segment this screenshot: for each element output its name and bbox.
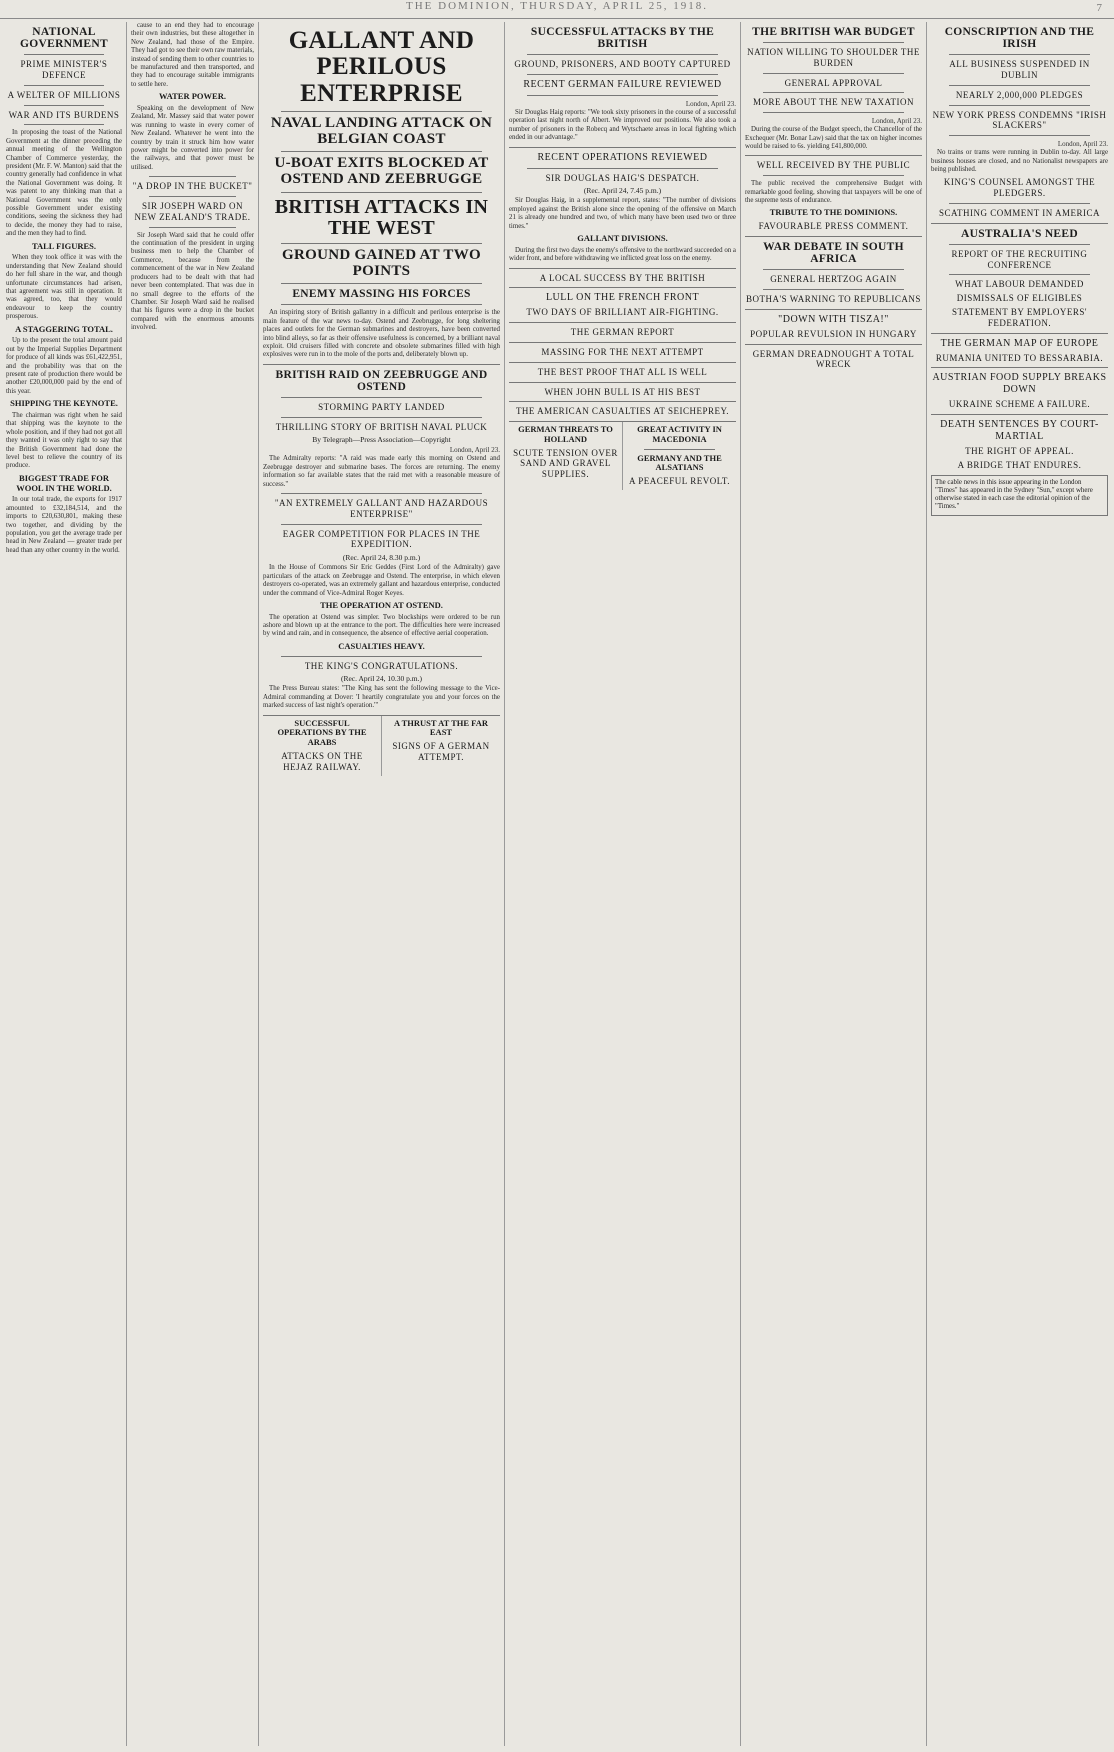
arabs-article — [263, 716, 381, 776]
rule — [281, 493, 482, 494]
rule — [263, 364, 500, 365]
subhead-joseph-ward: SIR JOSEPH WARD ON NEW ZEALAND'S TRADE. — [134, 201, 251, 222]
subhead-hertzog: GENERAL HERTZOG AGAIN — [770, 274, 897, 285]
subhead-new-taxation: MORE ABOUT THE NEW TAXATION — [752, 97, 915, 108]
rule — [949, 244, 1090, 245]
article-paragraph: The Admiralty reports: "A raid was made early this morning on Ostend and Zeebrugge destroyer and submarine bases. The forces are returning. The enemy information so far available states that the raid met with a reasonable measure of success." — [263, 455, 500, 488]
section-water-power: WATER POWER. — [159, 91, 226, 102]
subhead-irish-slackers: NEW YORK PRESS CONDEMNS "IRISH SLACKERS" — [932, 109, 1107, 131]
subhead-business-suspended: ALL BUSINESS SUSPENDED IN DUBLIN — [949, 59, 1090, 80]
far-east-article — [381, 716, 500, 776]
rule — [931, 333, 1108, 334]
headline-naval-landing: NAVAL LANDING ATTACK ON BELGIAN COAST — [270, 114, 493, 147]
headline-best-proof: THE BEST PROOF THAT ALL IS WELL — [537, 366, 708, 377]
headline-thrust-far-east: A THRUST AT THE FAR EAST — [393, 717, 488, 738]
subhead-nation-willing: NATION WILLING TO SHOULDER THE BURDEN — [747, 47, 920, 68]
subhead-eager-competition: EAGER COMPETITION FOR PLACES IN THE EXPEDITION. — [282, 528, 481, 550]
headline-war-budget: THE BRITISH WAR BUDGET — [752, 26, 915, 38]
rule — [763, 42, 904, 43]
headline-extremely-gallant: "AN EXTREMELY GALLANT AND HAZARDOUS ENTERPRISE" — [274, 498, 489, 519]
rule — [527, 74, 718, 75]
rule — [509, 322, 736, 323]
article-paragraph: cause to an end they had to encourage their own industries, but these altogether in New Zealand, had those of the Empire. They had got to see their own raw materials, instead of sending them to other countries to be manufactured and then transported, and they had to encourage suitable immigrants to settle here. — [131, 22, 254, 88]
column-conscription — [926, 22, 1112, 1746]
rule — [763, 289, 904, 290]
headline-australias-need: AUSTRALIA'S NEED — [961, 227, 1078, 240]
subhead-right-of-appeal: THE RIGHT OF APPEAL. — [965, 446, 1074, 457]
rule — [509, 362, 736, 363]
lead-paragraph: An inspiring story of British gallantry in a difficult and perilous enterprise is the main feature of the war news to-day. Ostend and Zeebrugge, for long sheltering places and outlets for the German submarines and destroyers, have been converted into blind alleys, so far as their offensive usefulness is concerned, by a brilliant naval exploit. Old cruisers filled with concrete and obsolete submarines filled with high explosives were run in to the mole of the ports and, deliberately blown up. — [263, 309, 500, 359]
rule — [281, 304, 482, 305]
subhead-air-fighting: TWO DAYS OF BRILLIANT AIR-FIGHTING. — [526, 307, 719, 318]
section-staggering-total: A STAGGERING TOTAL. — [15, 323, 113, 334]
section-operation-ostend: THE OPERATION AT OSTEND. — [320, 599, 443, 610]
received-time: (Rec. April 24, 8.30 p.m.) — [342, 553, 421, 563]
press-credit: By Telegraph—Press Association—Copyright — [312, 435, 451, 445]
rule — [949, 54, 1090, 55]
article-paragraph: Sir Douglas Haig, in a supplemental report, states: "The number of divisions employed against the British alone since the opening of the offensive on March 21 is already one hundred and two, of which many have been used two or three times." — [509, 197, 736, 230]
rule — [281, 151, 482, 152]
headline-dreadnought-wreck: GERMAN DREADNOUGHT A TOTAL WRECK — [752, 348, 915, 370]
rule — [149, 227, 236, 228]
rule — [24, 105, 104, 106]
rule — [281, 111, 482, 112]
rule — [644, 449, 715, 450]
subhead-employers-federation: STATEMENT BY EMPLOYERS' FEDERATION. — [952, 306, 1087, 328]
dateline: London, April 23. — [685, 99, 736, 108]
column-lead-story — [258, 22, 504, 1746]
subhead-dismissals: DISMISSALS OF ELIGIBLES — [956, 293, 1083, 304]
rule — [281, 656, 482, 657]
subhead-ground-prisoners: GROUND, PRISONERS, AND BOOTY CAPTURED — [514, 59, 731, 70]
rule — [949, 85, 1090, 86]
headline-american-casualties: THE AMERICAN CASUALTIES AT SEICHEPREY. — [515, 406, 730, 417]
received-time: (Rec. April 24, 10.30 p.m.) — [340, 674, 423, 684]
headline-german-threats: GERMAN THREATS TO HOLLAND — [518, 424, 613, 444]
dateline: London, April 23. — [449, 446, 500, 455]
subhead-welter: A WELTER OF MILLIONS — [7, 89, 121, 100]
headline-bridge: A BRIDGE THAT ENDURES. — [957, 459, 1082, 470]
rule — [509, 147, 736, 148]
rule — [745, 236, 922, 237]
rule — [763, 269, 904, 270]
headline-favourable-press: FAVOURABLE PRESS COMMENT. — [758, 221, 909, 232]
dateline: London, April 23. — [1057, 140, 1108, 149]
headline-death-sentences: DEATH SENTENCES BY COURT-MARTIAL — [940, 419, 1099, 443]
headline-austrian-food: AUSTRIAN FOOD SUPPLY BREAKS DOWN — [932, 372, 1107, 396]
article-paragraph: Up to the present the total amount paid out by the Imperial Supplies Department for produce of all kinds was £61,422,951, and the probability was that on the present rate of production there would be another £20,000,000 paid by the end of this year. — [6, 337, 122, 395]
headline-well-received: WELL RECEIVED BY THE PUBLIC — [756, 160, 911, 171]
subhead-kings-counsel: KING'S COUNSEL AMONGST THE PLEDGERS. — [943, 177, 1096, 199]
headline-local-success: A LOCAL SUCCESS BY THE BRITISH — [539, 272, 706, 283]
article-paragraph: In the House of Commons Sir Eric Geddes (First Lord of the Admiralty) gave particulars of the attack on Zeebrugge and Ostend. The enterprise, in which eleven destroyers co-operated, was an extremely gallant and hazardous enterprise, conducted under the command of Vice-Admiral Roger Keyes. — [263, 564, 500, 597]
rule — [509, 401, 736, 402]
section-shipping: SHIPPING THE KEYNOTE. — [10, 398, 118, 409]
rule — [763, 112, 904, 113]
page-number: 7 — [1096, 2, 1102, 14]
headline-successful-operations: SUCCESSFUL OPERATIONS BY THE ARABS — [277, 717, 367, 748]
section-tribute: TRIBUTE TO THE DOMINIONS. — [769, 207, 898, 218]
subhead-haig-despatch: SIR DOUGLAS HAIG'S DESPATCH. — [545, 172, 700, 183]
subhead-pledges: NEARLY 2,000,000 PLEDGES — [955, 89, 1084, 100]
subhead-sand-gravel: SCUTE TENSION OVER SAND AND GRAVEL SUPPLIES. — [513, 447, 618, 480]
article-paragraph: During the course of the Budget speech, the Chancellor of the Exchequer (Mr. Bonar Law) said that the tax on higher incomes would be raised to 6s. yielding £41,800,000. — [745, 126, 922, 151]
rule — [745, 344, 922, 345]
rule — [949, 105, 1090, 106]
article-paragraph: The operation at Ostend was simpler. Two blockships were ordered to be run ashore and blown up at the entrance to the port. The difficulties here were increased by wind and rain, and in consequence, the absence of effective aerial cooperation. — [263, 613, 500, 638]
article-paragraph: The chairman was right when he said that shipping was the keynote to the whole position, and if they had not got all they wanted it was only right to say that the British Government had done the level best to relieve the country of its produce. — [6, 411, 122, 470]
received-time: (Rec. April 24, 7.45 p.m.) — [583, 186, 662, 196]
bottom-split — [509, 421, 736, 490]
rule — [931, 414, 1108, 415]
rule — [509, 342, 736, 343]
rule — [149, 176, 236, 177]
headline-recent-operations: RECENT OPERATIONS REVIEWED — [537, 151, 708, 163]
section-biggest-trade: BIGGEST TRADE FOR WOOL IN THE WORLD. — [16, 472, 112, 493]
headline-kings-congratulations: THE KING'S CONGRATULATIONS. — [304, 660, 459, 671]
rule — [24, 54, 104, 55]
headline-massing: MASSING FOR THE NEXT ATTEMPT — [541, 346, 704, 357]
article-paragraph: During the first two days the enemy's offensive to the northward succeeded on a wider front, and before withdrawing we inflicted great loss on the enemy. — [509, 246, 736, 263]
rule — [24, 124, 104, 125]
cable-news-note: The cable news in this issue appearing in the London "Times" has appeared in the Sydney "Sun," except where otherwise stated in each case the editorial opinion of the "Times." — [931, 475, 1108, 516]
subhead-recruiting-conference: REPORT OF THE RECRUITING CONFERENCE — [951, 248, 1088, 270]
headline-british-attacks: BRITISH ATTACKS IN THE WEST — [274, 195, 489, 239]
subhead-war-burdens: WAR AND ITS BURDENS — [8, 109, 120, 120]
headline-alsatians: GERMANY AND THE ALSATIANS — [637, 452, 722, 473]
subhead-botha-warning: BOTHA'S WARNING TO REPUBLICANS — [746, 293, 921, 304]
headline-german-report: THE GERMAN REPORT — [570, 327, 675, 338]
headline-gallant-enterprise: GALLANT AND PERILOUS ENTERPRISE — [288, 27, 475, 107]
rule — [763, 175, 904, 176]
headline-drop-in-bucket: "A DROP IN THE BUCKET" — [132, 181, 253, 192]
rule — [24, 85, 104, 86]
headline-national-government: NATIONAL GOVERNMENT — [20, 26, 108, 51]
headline-john-bull: WHEN JOHN BULL IS AT HIS BEST — [544, 386, 701, 397]
rule — [149, 196, 236, 197]
subhead-thrilling-story: THRILLING STORY OF BRITISH NAVAL PLUCK — [275, 421, 488, 432]
rule — [527, 54, 718, 55]
rule — [931, 223, 1108, 224]
holland-article — [509, 422, 622, 490]
headline-british-raid: BRITISH RAID ON ZEEBRUGGE AND OSTEND — [275, 368, 488, 393]
subhead-scathing: SCATHING COMMENT IN AMERICA — [938, 207, 1101, 218]
rule — [281, 397, 482, 398]
column-national-government — [2, 22, 126, 1746]
subhead-recent-failure: RECENT GERMAN FAILURE REVIEWED — [523, 78, 722, 90]
subhead-rumania: RUMANIA UNITED TO BESSARABIA. — [935, 352, 1104, 363]
rule — [949, 203, 1090, 204]
dateline: London, April 23. — [871, 117, 922, 126]
rule — [281, 417, 482, 418]
section-casualties: CASUALTIES HEAVY. — [338, 640, 425, 651]
subhead-ukraine: UKRAINE SCHEME A FAILURE. — [948, 399, 1091, 410]
article-paragraph: No trains or trams were running in Dublin to-day. All large business houses are closed, and no Nationalist newspapers are being published. — [931, 149, 1108, 173]
article-paragraph: Sir Joseph Ward said that he could offer the continuation of the president in urging business men to help the Chamber of Commerce, because from the commencement of the war in New Zealand producers had to be dealt with that had never been contemplated. That was due in no small degree to the efforts of the Chamber. Sir Joseph Ward said he realised that his figures were a drop in the bucket compared with the enormous amounts involved. — [131, 231, 254, 332]
article-paragraph: In proposing the toast of the National Government at the dinner preceding the annual meeting of the Wellington Chamber of Commerce yesterday, the president (Mr. F. W. Manton) said that the country generally had confidence in what the National Government was doing. It was patent to any thinking man that a National Government was the only possible Government under existing conditions, seeing the sickness they had to decide, the money they had to raise, and the men they had to find. — [6, 129, 122, 238]
rule — [745, 309, 922, 310]
headline-down-with-tisza: "DOWN WITH TISZA!" — [778, 313, 889, 325]
article-paragraph: The public received the comprehensive Budget with remarkable good feeling, showing that taxpayers will be one of the supreme tests of endurance. — [745, 180, 922, 205]
article-paragraph: Speaking on the development of New Zealand, Mr. Massey said that water power was running to waste in every corner of New Zealand. Whatever he went into the country by train it struck him how water power might be converted into power for the railways, and that power must be utilised. — [131, 105, 254, 171]
rule — [745, 155, 922, 156]
headline-enemy-massing: ENEMY MASSING HIS FORCES — [292, 288, 471, 301]
column-continued — [126, 22, 258, 1746]
headline-macedonia: GREAT ACTIVITY IN MACEDONIA — [637, 424, 722, 444]
masthead-title: THE DOMINION, THURSDAY, APRIL 25, 1918. — [406, 0, 708, 12]
section-gallant-divisions: GALLANT DIVISIONS. — [577, 232, 668, 243]
subhead-prime-minister: PRIME MINISTER'S DEFENCE — [20, 59, 108, 80]
subhead-general-approval: GENERAL APPROVAL — [784, 77, 883, 88]
headline-war-debate: WAR DEBATE IN SOUTH AFRICA — [763, 241, 904, 266]
subhead-labour-demanded: WHAT LABOUR DEMANDED — [955, 279, 1084, 290]
headline-conscription: CONSCRIPTION AND THE IRISH — [944, 26, 1095, 51]
article-paragraph: The Press Bureau states: "The King has sent the following message to the Vice-Admiral commanding at Dover: 'I heartily congratulate you and your forces on the marked success of last night's operation.'" — [263, 685, 500, 710]
headline-lull-french-front: LULL ON THE FRENCH FRONT — [545, 292, 700, 304]
subhead-german-attempt: SIGNS OF A GERMAN ATTEMPT. — [392, 741, 490, 762]
rule — [931, 367, 1108, 368]
rule — [509, 287, 736, 288]
column-war-budget — [740, 22, 926, 1746]
rule — [527, 95, 718, 96]
subhead-hejaz-railway: ATTACKS ON THE HEJAZ RAILWAY. — [281, 750, 363, 772]
column-british-attacks — [504, 22, 740, 1746]
rule — [763, 73, 904, 74]
subhead-hungary: POPULAR REVULSION IN HUNGARY — [750, 328, 917, 339]
rule — [509, 382, 736, 383]
rule — [281, 192, 482, 193]
headline-german-map: THE GERMAN MAP OF EUROPE — [940, 337, 1099, 349]
subhead-storming-party: STORMING PARTY LANDED — [318, 401, 445, 412]
rule — [949, 135, 1090, 136]
rule — [527, 168, 718, 169]
rule — [281, 283, 482, 284]
article-paragraph: Sir Douglas Haig reports: "We took sixty prisoners in the course of a successful operation last night north of Albert. We improved our positions. We also took a number of prisoners in the Robecq and Wytschaete areas in local fighting which ended in our advantage." — [509, 108, 736, 142]
rule — [281, 243, 482, 244]
subhead-peaceful-revolt: A PEACEFUL REVOLT. — [629, 476, 730, 487]
article-paragraph: When they took office it was with the understanding that New Zealand should do her full share in the war, and though unfortunate circumstances had arisen, that agreement was still in operation. It was agreed, too, that they would endeavour to keep the country prosperous. — [6, 254, 122, 321]
rule — [509, 268, 736, 269]
rule — [949, 274, 1090, 275]
bottom-split — [263, 715, 500, 776]
headline-ground-gained: GROUND GAINED AT TWO POINTS — [282, 246, 481, 279]
headline-successful-attacks: SUCCESSFUL ATTACKS BY THE BRITISH — [530, 26, 715, 51]
masthead — [0, 0, 1114, 19]
article-paragraph: In our total trade, the exports for 1917 amounted to £32,184,514, and the imports to £20,630,801, making these two together, and dividing by the population, you get the average trade per head in New Zealand — greater trade per head than any other country in the world. — [6, 496, 122, 554]
headline-uboat-exits: U-BOAT EXITS BLOCKED AT OSTEND AND ZEEBRUGGE — [274, 155, 489, 187]
macedonia-article — [622, 422, 736, 490]
rule — [281, 524, 482, 525]
section-tall-figures: TALL FIGURES. — [31, 240, 97, 251]
rule — [763, 92, 904, 93]
